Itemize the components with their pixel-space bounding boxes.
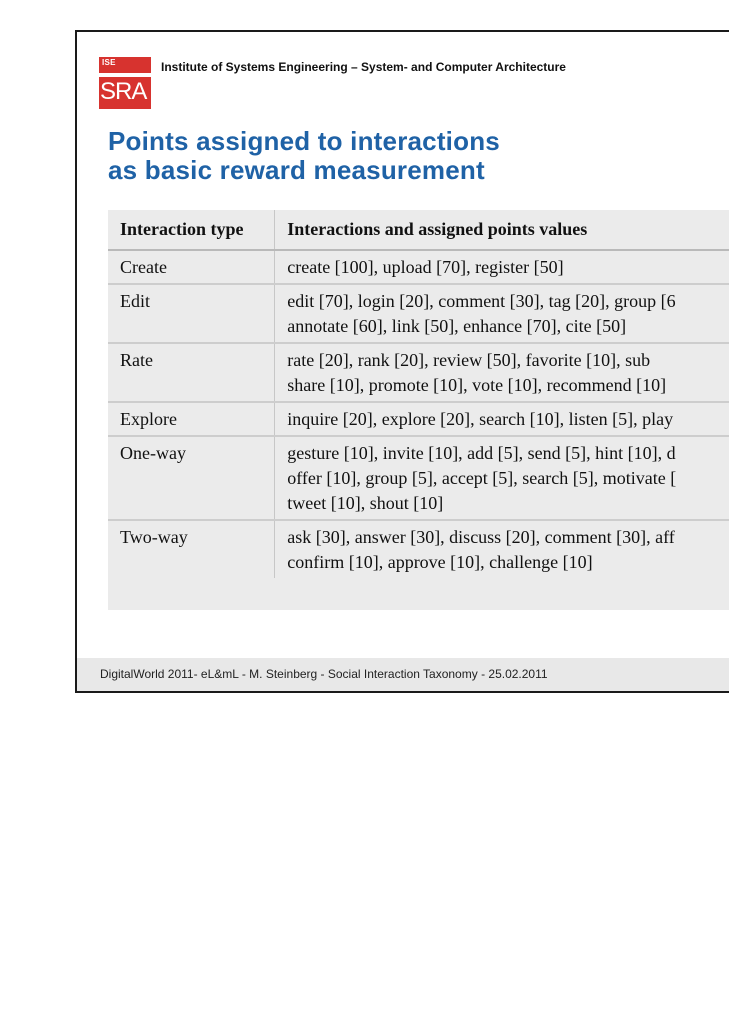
row-values	[275, 402, 729, 436]
row-type: Two-way	[120, 527, 188, 547]
header-interactions-points: Interactions and assigned points values	[275, 210, 729, 250]
row-values	[275, 520, 729, 578]
logo-top-text: ISE	[102, 58, 116, 67]
footer-text: DigitalWorld 2011- eL&mL - M. Steinberg - Social Interaction Taxonomy - 25.02.2011	[100, 667, 548, 681]
row-type: Edit	[108, 284, 275, 343]
row-line: tweet [10], shout [10]	[287, 493, 444, 513]
institute-name: Institute of Systems Engineering – System- and Computer Architecture	[161, 60, 566, 74]
row-line: ask [30], answer [30], discuss [20], comment [30], aff	[287, 527, 675, 547]
table-row	[108, 520, 729, 578]
table-row	[108, 436, 729, 520]
title-line-1: Points assigned to interactions	[108, 126, 500, 156]
table-row	[108, 343, 729, 402]
row-values	[275, 343, 729, 402]
row-line: create [100], upload [70], register [50]	[287, 257, 564, 277]
logo-bottom-text: SRA	[100, 78, 147, 105]
row-line: offer [10], group [5], accept [5], search [5], motivate [	[287, 468, 677, 488]
table-row	[108, 284, 729, 343]
row-type: Explore	[108, 402, 275, 436]
slide	[75, 30, 729, 693]
row-line: gesture [10], invite [10], add [5], send [5], hint [10], d	[287, 443, 676, 463]
row-values	[275, 284, 729, 343]
sra-logo	[99, 57, 151, 109]
row-line: confirm [10], approve [10], challenge [10]	[287, 552, 593, 572]
row-line: rate [20], rank [20], review [50], favorite [10], sub	[287, 350, 651, 370]
row-type: Create	[108, 250, 275, 284]
slide-footer	[77, 658, 729, 693]
row-type: Rate	[108, 343, 275, 402]
title-line-2: as basic reward measurement	[108, 155, 485, 185]
row-line: annotate [60], link [50], enhance [70], cite [50]	[287, 316, 627, 336]
row-values	[275, 436, 729, 520]
row-values	[275, 250, 729, 284]
points-table	[108, 210, 729, 578]
table-row	[108, 402, 729, 436]
table-row	[108, 250, 729, 284]
points-table-image	[108, 210, 729, 610]
row-line: share [10], promote [10], vote [10], recommend [10]	[287, 375, 667, 395]
slide-title	[108, 127, 500, 185]
row-line: edit [70], login [20], comment [30], tag [20], group [6	[287, 291, 676, 311]
row-type: One-way	[108, 436, 275, 520]
table-header-row	[108, 210, 729, 250]
header-interaction-type: Interaction type	[108, 210, 275, 250]
row-line: inquire [20], explore [20], search [10], listen [5], play	[287, 409, 674, 429]
